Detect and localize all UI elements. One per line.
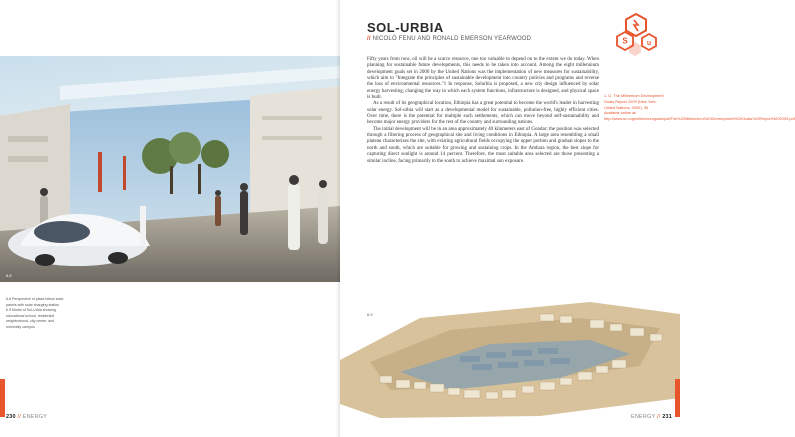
caption-6-9: 6.9 Model of Sol-Urbia showing educational school, residential neighborhood, city center, and university campus	[6, 308, 56, 329]
left-page-tab	[0, 379, 5, 417]
right-page-tab	[675, 379, 680, 417]
article-body	[367, 57, 599, 165]
article-title: SOL-URBIA	[367, 20, 444, 35]
authors-separator: //	[367, 36, 371, 42]
authors-names: NICOLÒ FENU AND RONALD EMERSON YEARWOOD	[372, 36, 532, 42]
right-folio	[631, 414, 672, 420]
paragraph-3: The initial development will be in an area approximately 40 kilometers east of Gondar; the position was selected through a filtering process of geographical site and living conditions in Ethiopia. A large area resembling a small plateau characterizes the site, with existing agricultural fields occupying the upper portion and gradual slopes to the north and south, which are suitable for growing and sustaining crops. In the Amhara region, the best slope for capturing direct sunlight is around 14 percent. Therefore, the most suitable area selected are those presenting a similar incline, facing primarily to the south to achieve maximal sun exposure.	[367, 126, 599, 164]
right-folio-separator: //	[657, 414, 661, 420]
model-image-label: 6.9	[367, 312, 373, 317]
right-folio-section: ENERGY	[630, 414, 656, 420]
paragraph-1: Fifty years from now, oil will be a scarce resource, one too valuable to depend on to the extent we do today. When planning for sustainable future developments, this needs to be taken into account. Among the eight millennium development goals set in 2000 by the United Nations was the implementation of new measures for sustainability, which aim to "Integrate the principles of sustainable development into country policies and programs and reverse the loss of environmental resources."1 In response, Solurbia is proposed, a new city design influenced by solar energy harvesting, changing the way in which each system functions, infrastructure is designed, and physical space is built.	[367, 57, 599, 101]
left-page	[0, 0, 340, 437]
left-folio-section: ENERGY	[22, 414, 48, 420]
figure-captions	[6, 297, 64, 331]
city-model-image	[340, 300, 680, 420]
footnote: 1. U. The Millennium Development Goals Report 2009 (New York: United Nations, 2009), 36. Available online at: http://www.un.org/millenniumgoals/pdf/The%20Millennium%20Development%20Goals%20Report%202009.pdf	[604, 93, 795, 122]
svg-text:u: u	[646, 40, 652, 47]
plaza-render-illustration	[0, 56, 340, 282]
caption-6-8: 6.8 Perspective of plaza below solar panels with solar charging station	[6, 297, 64, 307]
svg-text:S: S	[622, 36, 628, 46]
city-model-illustration	[340, 300, 680, 420]
left-folio-separator: //	[17, 414, 21, 420]
right-page	[340, 0, 795, 437]
plaza-render-image	[0, 56, 340, 282]
image-label: 6.8	[6, 273, 12, 278]
article-authors	[367, 36, 531, 42]
left-page-number: 230	[6, 414, 16, 420]
paragraph-2: As a result of its geographical location, Ethiopia has a great potential to become the world's leader in harvesting solar energy. Sol-urbia will start as a developmental model for sustainable, pollution-free, highly efficient cities. Over time, there is the potential for multiple such settlements, which can move beyond self-sustainability and become major energy providers for the rest of the country and surrounding nations.	[367, 101, 599, 126]
sol-urbia-hexagon-logo-icon	[612, 12, 660, 56]
left-folio	[6, 414, 47, 420]
right-page-number: 231	[662, 414, 672, 420]
